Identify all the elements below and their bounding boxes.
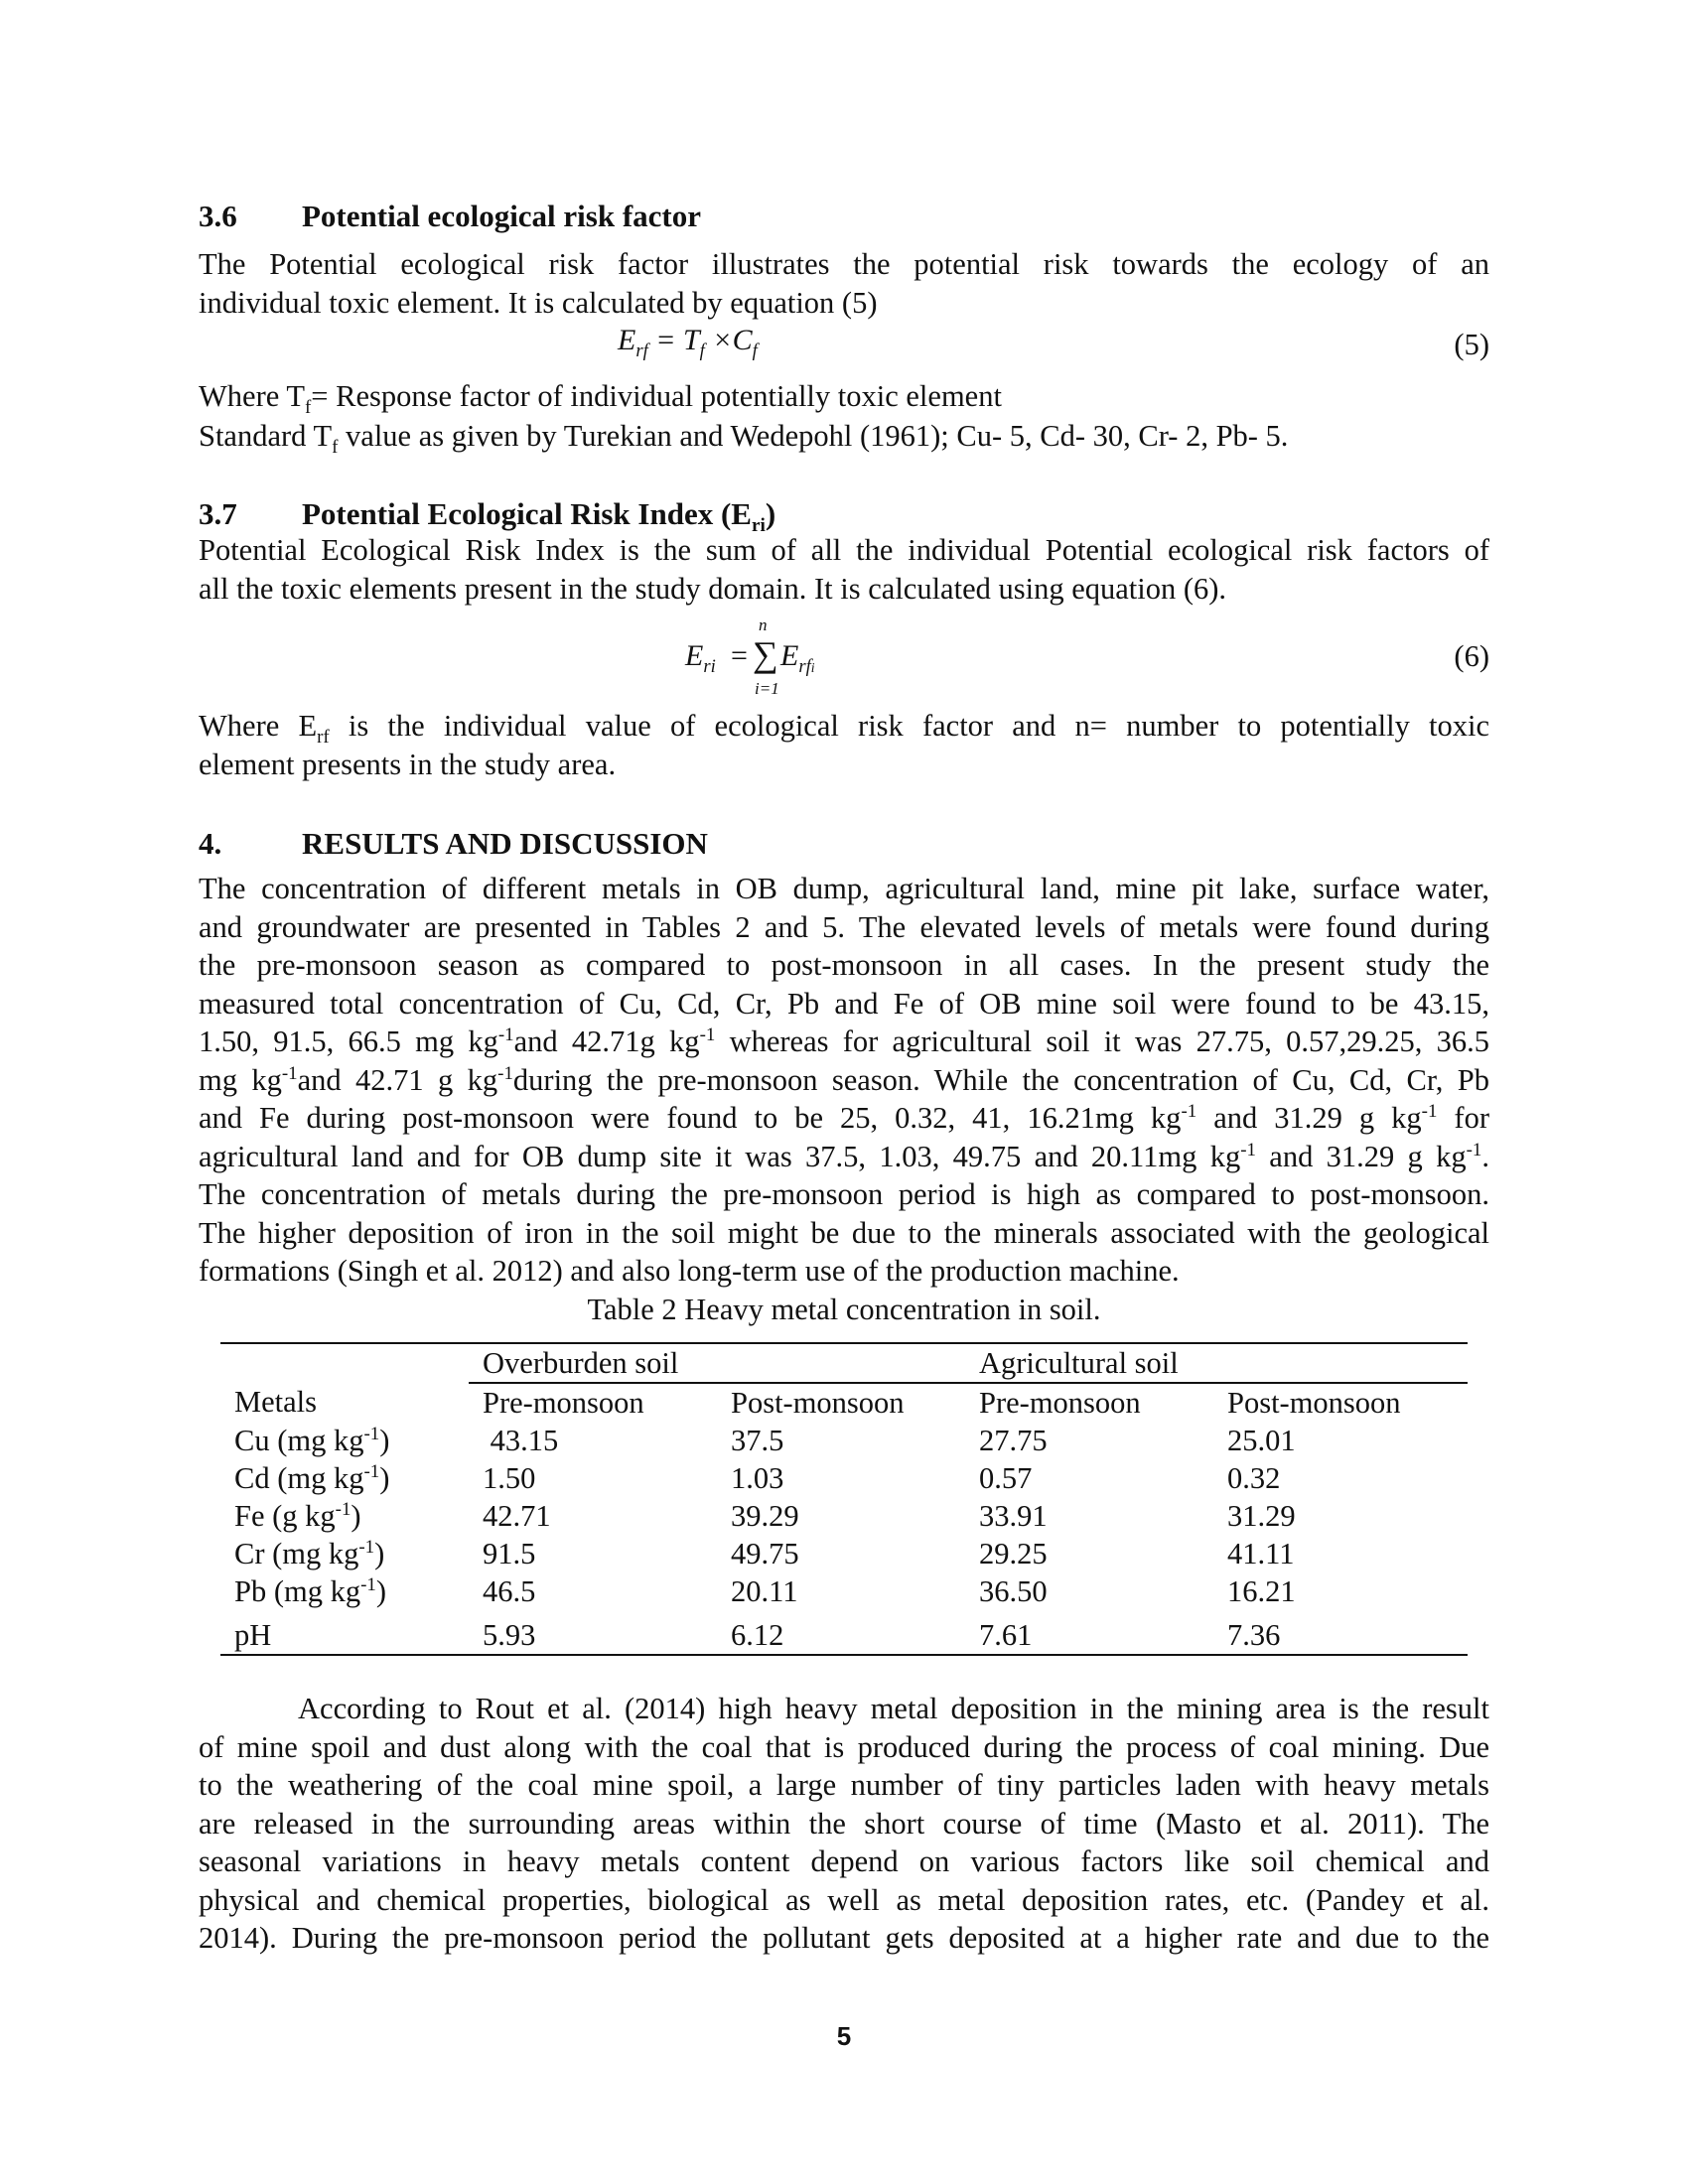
text-line: of mine spoil and dust along with the coal that is produced during the process of coal mining. Due [199,1729,1489,1764]
table-cell: 46.5 [483,1574,536,1608]
row-label [220,1535,469,1572]
text-line: 2014). During the pre-monsoon period the pollutant gets deposited at a higher rate and due to the [199,1921,1489,1955]
table-cell: 20.11 [731,1574,798,1608]
text-span: for [1437,1101,1489,1135]
section-4-heading [199,824,708,864]
text-span: Cu (mg kg [234,1424,364,1457]
eq-symbol: E [618,324,636,356]
table-cell: 36.50 [979,1574,1048,1608]
text-line: element presents in the study area. [199,747,617,781]
text-span: during the pre-monsoon season. While the concentration of Cu, Cd, Cr, Pb [512,1062,1489,1097]
text-span: and 42.71 g kg [297,1062,498,1097]
table-row [220,1535,1468,1572]
text-line: individual toxic element. It is calculated by equation (5) [199,285,878,320]
text-line: physical and chemical properties, biological as well as metal deposition rates, etc. (Pandey et al. [199,1882,1489,1917]
superscript: -1 [1181,1100,1197,1122]
row-label: pH [220,1610,469,1655]
subscript: f [332,437,339,459]
text-line: measured total concentration of Cu, Cd, Cr, Pb and Fe of OB mine soil were found to be 43.15, [199,986,1489,1021]
table-cell: 29.25 [979,1537,1048,1570]
discussion-paragraph [199,1690,1489,1958]
table-cell: 1.50 [483,1461,536,1495]
text-span: Cd (mg kg [234,1461,364,1495]
sum-symbol: ∑ [753,634,778,674]
text-span: value as given by Turekian and Wedepohl (1961); Cu- 5, Cd- 30, Cr- 2, Pb- 5. [338,419,1289,453]
eq-symbol: E [685,639,704,672]
table-cell: 43.15 [483,1424,559,1457]
sum-upper-limit: n [759,615,768,634]
text-line [199,1023,1489,1061]
text-line [199,1138,1489,1176]
group-header-agricultural: Agricultural soil [965,1343,1468,1383]
text-span: Where E [199,709,318,743]
subscript: f [304,397,312,419]
text-span: . [1481,1139,1489,1173]
equation-number: (5) [1454,328,1489,361]
eq-rhs [780,639,815,677]
text-span: mg kg [199,1062,282,1097]
row-label [220,1459,469,1497]
text-line [199,1061,1489,1100]
section-title: RESULTS AND DISCUSSION [302,826,708,861]
text-line [199,1690,1489,1728]
text-span: 1.50, 91.5, 66.5 mg kg [199,1024,498,1058]
table-cell: 5.93 [469,1610,717,1655]
table-row [220,1610,1468,1655]
text-line: The concentration of metals during the pre-monsoon period is high as compared to post-monsoon. [199,1177,1489,1211]
text-line: the pre-monsoon season as compared to post-monsoon in all cases. In the present study the [199,948,1489,982]
text-span: ) [375,1574,387,1608]
section-4-paragraph [199,870,1489,1291]
eq-subscript: f [752,341,758,361]
text-span: and 31.29 g kg [1255,1139,1467,1173]
superscript: -1 [1240,1139,1256,1160]
text-span: agricultural land and for OB dump site it was 37.5, 1.03, 49.75 and 20.11mg kg [199,1139,1241,1173]
table-row [220,1497,1468,1535]
table-row [220,1422,1468,1459]
row-label [220,1422,469,1459]
superscript: -1 [335,1498,352,1520]
eq-equals: = [731,639,748,672]
superscript: -1 [699,1024,716,1045]
text-line: are released in the surrounding areas within the short course of time (Masto et al. 2011). The [199,1806,1489,1841]
row-label [220,1497,469,1535]
table-cell: 91.5 [483,1537,536,1570]
text-span: Pb (mg kg [234,1574,361,1608]
table-header-row [220,1383,1468,1422]
equation-5 [618,324,758,361]
text-span: Fe (g kg [234,1499,336,1533]
superscript: -1 [363,1423,380,1444]
text-span: ) [351,1499,361,1533]
table-cell: 33.91 [979,1499,1048,1533]
superscript: -1 [497,1024,514,1045]
table-cell: 39.29 [731,1499,799,1533]
column-header: Post-monsoon [731,1386,905,1420]
superscript: -1 [360,1573,376,1595]
section-3-6-paragraph [199,245,1489,322]
table-cell: 7.36 [1213,1610,1468,1655]
text-span: ) [379,1424,390,1457]
text-line: seasonal variations in heavy metals content depend on various factors like soil chemical and [199,1844,1489,1878]
text-line: and groundwater are presented in Tables 2 and 5. The elevated levels of metals were found during [199,909,1489,944]
where-erf-paragraph [199,707,1489,783]
text-span: Cr (mg kg [234,1537,359,1570]
table-cell: 16.21 [1227,1574,1296,1608]
section-number: 3.7 [199,496,237,531]
table-cell: 0.57 [979,1461,1033,1495]
table-cell: 49.75 [731,1537,799,1570]
equation-number: (6) [1454,639,1489,673]
text-line: The concentration of different metals in OB dump, agricultural land, mine pit lake, surface water, [199,872,1489,905]
where-line [199,377,1002,419]
table-cell: 25.01 [1227,1424,1296,1457]
section-title: Potential ecological risk factor [302,199,702,233]
sum-lower-limit: i=1 [755,679,779,698]
eq-subscript: rf [798,656,811,677]
text-span: According to Rout et al. (2014) high heavy metal deposition in the mining area is the result [298,1692,1489,1725]
eq-lhs [685,639,716,677]
superscript: -1 [497,1062,513,1084]
text-span: ) [379,1461,390,1495]
text-line: The Potential ecological risk factor illustrates the potential risk towards the ecology of an [199,247,1489,281]
text-span: is the individual value of ecological risk factor and n= number to potentially toxic [329,709,1489,743]
table-cell: 41.11 [1227,1537,1295,1570]
table-row [220,1459,1468,1497]
text-span: Where T [199,379,305,413]
eq-symbol: E [780,639,799,672]
superscript: -1 [1421,1100,1438,1122]
text-span: ) [374,1537,385,1570]
column-header: Metals [234,1385,318,1419]
text-line: Potential Ecological Risk Index is the sum of all the individual Potential ecological risk factors of [199,533,1489,567]
row-label [220,1572,469,1610]
superscript: -1 [1466,1139,1482,1160]
eq-symbol: ×C [712,324,753,356]
table-cell: 31.29 [1227,1499,1296,1533]
subscript: ri [751,515,766,537]
table-cell: 0.32 [1227,1461,1281,1495]
eq-symbol: = T [655,324,700,356]
text-line: The higher deposition of iron in the soil might be due to the minerals associated with the geological [199,1215,1489,1250]
text-span: ) [765,496,776,531]
text-span: and 42.71g kg [513,1024,700,1058]
section-title: Potential Ecological Risk Index (E [302,496,752,531]
section-3-7-heading [199,494,776,537]
text-line: all the toxic elements present in the study domain. It is calculated using equation (6). [199,571,1227,606]
text-line [199,1099,1489,1138]
table-cell: 7.61 [965,1610,1213,1655]
eq-subscript: i [810,660,815,675]
table-cell: 42.71 [483,1499,551,1533]
eq-subscript: rf [635,341,648,361]
text-span: and 31.29 g kg [1196,1101,1422,1135]
eq-subscript: ri [703,656,716,677]
column-header: Pre-monsoon [979,1386,1141,1420]
text-span: Standard T [199,419,333,453]
column-header: Post-monsoon [1227,1386,1401,1420]
column-header: Pre-monsoon [483,1386,644,1420]
standard-tf-line [199,417,1289,459]
table-cell: 6.12 [717,1610,965,1655]
data-table [220,1342,1468,1656]
eq-subscript: f [699,341,705,361]
text-line: formations (Singh et al. 2012) and also long-term use of the production machine. [199,1254,1180,1288]
subscript: rf [317,727,330,749]
section-3-6-heading [199,197,701,236]
text-span: and Fe during post-monsoon were found to be 25, 0.32, 41, 16.21mg kg [199,1101,1182,1135]
table-row [220,1572,1468,1610]
superscript: -1 [281,1062,298,1084]
table-cell: 1.03 [731,1461,784,1495]
text-line: to the weathering of the coal mine spoil, a large number of tiny particles laden with heavy metals [199,1768,1489,1802]
superscript: -1 [363,1460,380,1482]
section-number: 4. [199,826,222,861]
table-cell: 37.5 [731,1424,784,1457]
section-number: 3.6 [199,199,237,233]
text-span: = Response factor of individual potentially toxic element [311,379,1002,413]
table-cell [220,1343,469,1383]
text-line [199,707,1489,749]
table-group-header-row [220,1343,1468,1383]
page-number: 5 [836,2021,852,2051]
table-cell: 27.75 [979,1424,1048,1457]
table-caption: Table 2 Heavy metal concentration in soil. [587,1293,1101,1326]
section-3-7-paragraph [199,531,1489,608]
group-header-overburden: Overburden soil [469,1343,965,1383]
text-span: whereas for agricultural soil it was 27.75, 0.57,29.25, 36.5 [715,1024,1489,1058]
superscript: -1 [358,1536,375,1558]
